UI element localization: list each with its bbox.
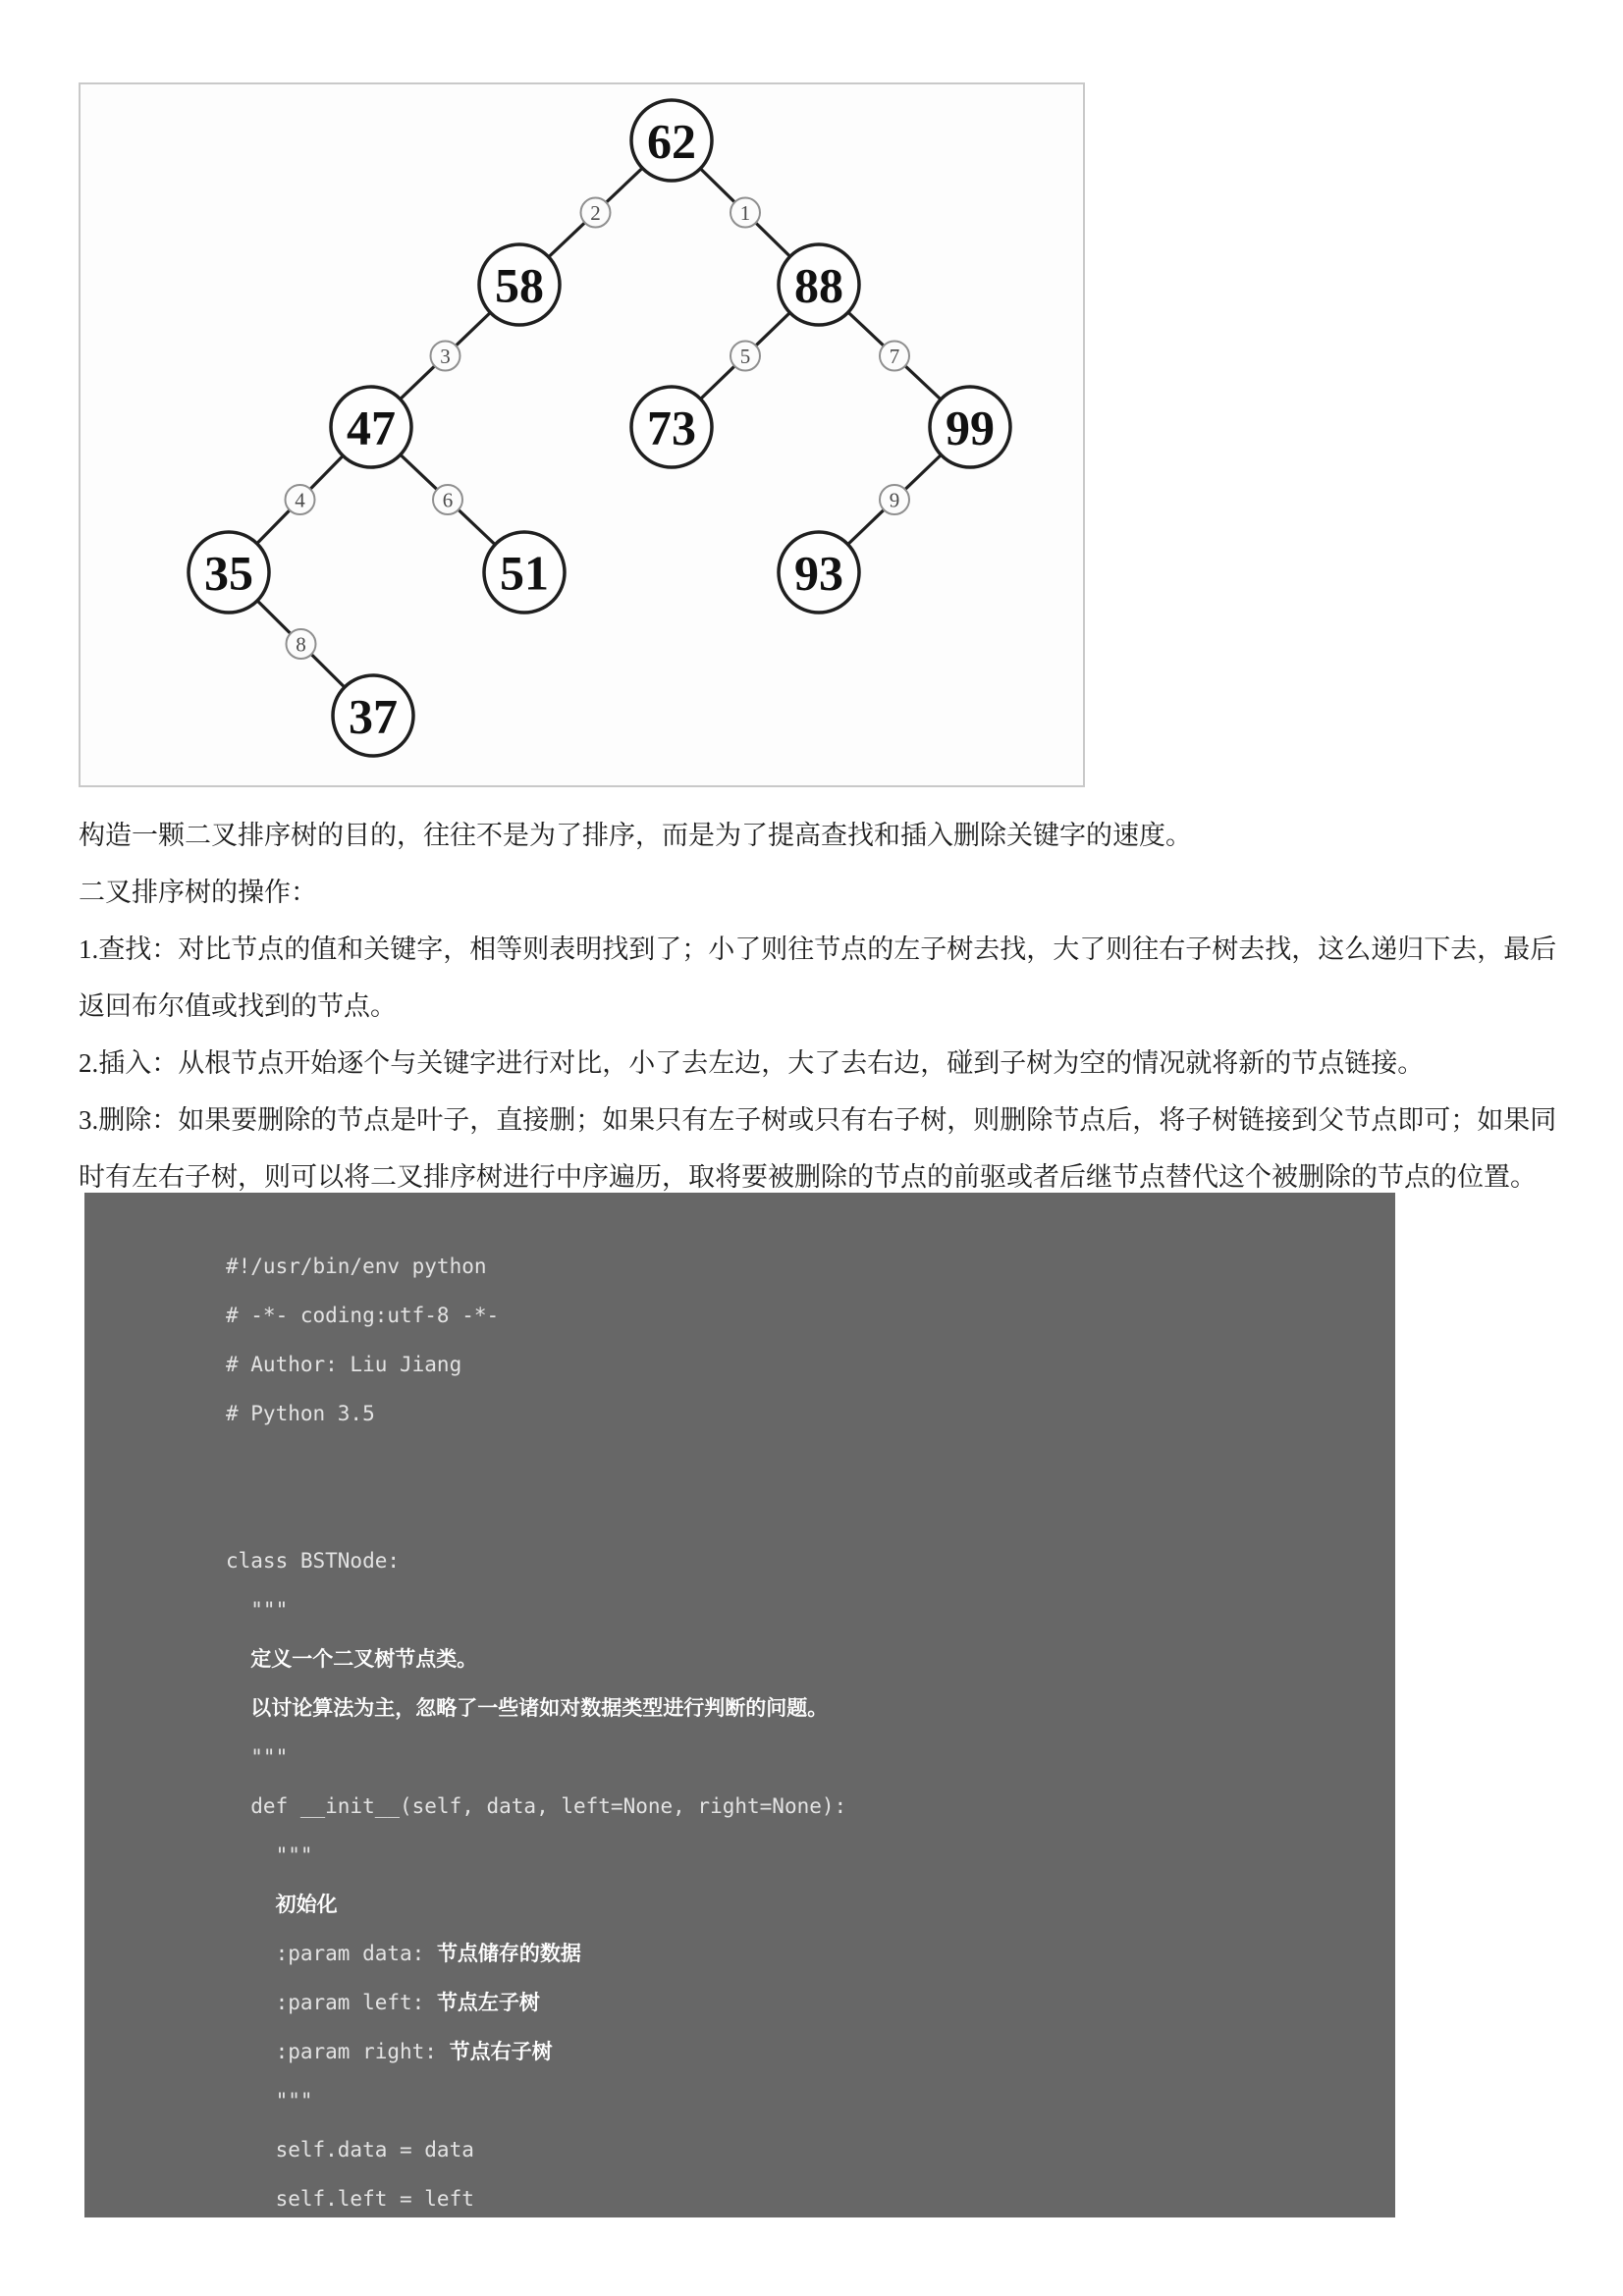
code-latin-text: :param data:	[226, 1942, 437, 1965]
code-latin-text: """	[226, 1843, 313, 1867]
code-line	[226, 2174, 1376, 2217]
edge-order-label	[431, 342, 460, 371]
code-cjk-text: 定义一个二叉树节点类。	[250, 1647, 478, 1671]
edge-order-number: 3	[440, 344, 451, 368]
code-latin-text	[226, 1696, 250, 1720]
paragraph: 3.删除：如果要删除的节点是叶子，直接删；如果只有左子树或只有右子树，则删除节点后，将子树链接到父节点即可；如果同时有左右子树，则可以将二叉排序树进行中序遍历，取将要被删除的节点的前驱或者后继节点替代这个被删除的节点的位置。	[79, 1105, 1557, 1192]
edge-order-label	[730, 342, 760, 371]
code-latin-text: # Python 3.5	[226, 1402, 375, 1425]
code-line	[226, 2125, 1376, 2174]
python-code-block	[84, 1193, 1395, 2217]
tree-node	[331, 387, 411, 467]
code-latin-text: # Author: Liu Jiang	[226, 1353, 462, 1376]
code-latin-text: # -*- coding:utf-8 -*-	[226, 1304, 500, 1327]
bst-figure	[79, 82, 1085, 787]
edge-order-label	[880, 485, 909, 514]
edge-order-label	[581, 198, 611, 228]
code-latin-text: def __init__(self, data, left=None, right=None):	[226, 1794, 847, 1818]
code-latin-text	[226, 1647, 250, 1671]
tree-node-value: 93	[794, 545, 843, 601]
code-line	[226, 1585, 1376, 1634]
tree-node-value: 47	[347, 400, 396, 455]
edge-order-number: 8	[296, 632, 306, 657]
code-blank-line	[226, 1487, 1376, 1536]
tree-node-value: 62	[647, 113, 696, 169]
tree-node-value: 51	[500, 545, 549, 601]
edge-order-label	[286, 485, 315, 514]
code-latin-text: """	[226, 1745, 289, 1769]
tree-node-value: 37	[349, 688, 398, 744]
code-line	[226, 1880, 1376, 1929]
code-cjk-text: 节点储存的数据	[436, 1942, 581, 1965]
code-latin-text: class BSTNode:	[226, 1549, 401, 1573]
edge-order-number: 4	[295, 488, 305, 512]
tree-node-value: 99	[946, 400, 995, 455]
edge-order-number: 9	[889, 488, 900, 512]
code-blank-line	[226, 1438, 1376, 1487]
tree-node	[779, 532, 859, 613]
code-latin-text: :param right:	[226, 2040, 450, 2063]
tree-node	[189, 532, 269, 613]
tree-node-value: 58	[495, 257, 544, 313]
tree-node-value: 88	[794, 257, 843, 313]
code-latin-text: #!/usr/bin/env python	[226, 1255, 487, 1278]
edge-order-label	[287, 629, 316, 659]
tree-node-value: 73	[647, 400, 696, 455]
article-paragraphs	[79, 807, 1563, 1205]
code-cjk-text: 节点左子树	[436, 1991, 540, 2014]
code-line	[226, 1782, 1376, 1831]
tree-node	[779, 244, 859, 325]
code-line	[226, 1291, 1376, 1340]
code-line	[226, 1831, 1376, 1880]
tree-node-value: 35	[204, 545, 253, 601]
code-latin-text: """	[226, 1598, 289, 1622]
code-line	[226, 1340, 1376, 1389]
code-line	[226, 1978, 1376, 2027]
paragraph: 构造一颗二叉排序树的目的，往往不是为了排序，而是为了提高查找和插入删除关键字的速度。	[79, 821, 1192, 850]
code-line	[226, 1242, 1376, 1291]
code-line	[226, 1389, 1376, 1438]
edge-order-label	[730, 198, 760, 228]
paragraph: 1.查找：对比节点的值和关键字，相等则表明找到了；小了则往节点的左子树去找，大了则往右子树去找，这么递归下去，最后返回布尔值或找到的节点。	[79, 934, 1557, 1021]
code-cjk-text: 初始化	[275, 1893, 338, 1916]
code-cjk-text: 以讨论算法为主，忽略了一些诸如对数据类型进行判断的问题。	[250, 1696, 829, 1720]
tree-node	[484, 532, 565, 613]
tree-node	[631, 387, 712, 467]
code-latin-text: """	[226, 2089, 313, 2112]
tree-node	[631, 100, 712, 181]
edge-order-number: 5	[739, 344, 751, 368]
code-latin-text: :param left:	[226, 1991, 437, 2014]
edge-order-label	[880, 342, 909, 371]
tree-node	[930, 387, 1010, 467]
code-line	[226, 2027, 1376, 2076]
bst-tree-diagram	[81, 84, 1083, 785]
paragraph: 2.插入：从根节点开始逐个与关键字进行对比，小了去左边，大了去右边，碰到子树为空的情况就将新的节点链接。	[79, 1048, 1425, 1078]
tree-node	[333, 675, 413, 756]
code-line	[226, 1536, 1376, 1585]
code-line	[226, 1634, 1376, 1683]
code-latin-text: self.left = left	[226, 2187, 474, 2211]
paragraph: 二叉排序树的操作：	[79, 878, 317, 907]
tree-node	[479, 244, 560, 325]
code-line	[226, 1929, 1376, 1978]
edge-order-number: 6	[442, 488, 454, 512]
edge-order-number: 2	[590, 200, 601, 225]
code-line	[226, 2076, 1376, 2125]
edge-order-number: 7	[889, 344, 900, 368]
edge-order-label	[433, 485, 462, 514]
code-cjk-text: 节点右子树	[449, 2040, 553, 2063]
edge-order-number: 1	[739, 200, 751, 225]
code-line	[226, 1683, 1376, 1733]
code-latin-text: self.data = data	[226, 2138, 474, 2162]
code-latin-text	[226, 1893, 276, 1916]
code-line	[226, 1733, 1376, 1782]
